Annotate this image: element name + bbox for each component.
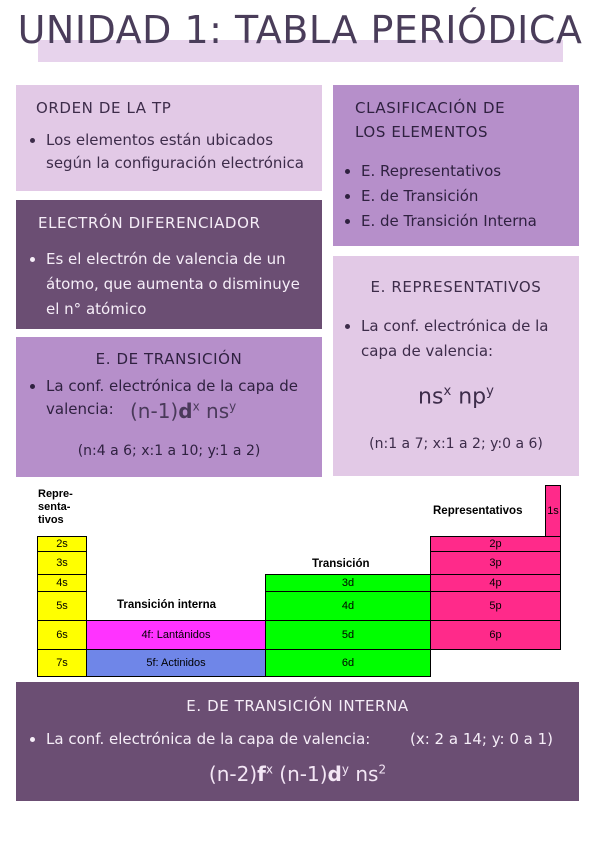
formula-sup: x: [192, 399, 200, 414]
clasificacion-item: • E. de Transición Interna: [361, 209, 573, 234]
clasificacion-box: [333, 85, 579, 246]
formula-sup: x: [443, 384, 452, 399]
interna-formula: [16, 762, 579, 786]
cell-p: 6p: [430, 620, 561, 650]
cell-f5: 5f: Actinidos: [86, 649, 266, 677]
interna-text: La conf. electrónica de la capa de valencia:: [46, 730, 371, 748]
formula-bold: f: [257, 762, 266, 786]
orden-heading: ORDEN DE LA TP: [36, 99, 172, 117]
formula-sup: y: [341, 762, 349, 777]
cell-s: 6s: [37, 620, 87, 650]
formula-sup: y: [229, 399, 237, 414]
representativos-box: [333, 256, 579, 476]
formula-part: (n-1): [272, 762, 328, 786]
electron-heading: ELECTRÓN DIFERENCIADOR: [38, 214, 261, 232]
page-title: UNIDAD 1: TABLA PERIÓDICA: [17, 8, 583, 52]
cell-p: 4p: [430, 574, 561, 592]
cell-d: 6d: [265, 649, 431, 677]
cell-s: 2s: [37, 536, 87, 552]
formula-sup: y: [486, 384, 494, 399]
cell-s: 5s: [37, 591, 87, 621]
label-transicion: Transición: [312, 558, 370, 570]
representativos-heading: E. REPRESENTATIVOS: [370, 278, 542, 296]
transicion-heading: E. DE TRANSICIÓN: [95, 350, 243, 368]
electron-box: [16, 200, 322, 329]
cell-d: 3d: [265, 574, 431, 592]
formula-part: np: [451, 384, 487, 410]
label-representativos-left: Repre- senta- tivos: [38, 488, 73, 526]
transicion-box: [16, 337, 322, 477]
cell-d: 4d: [265, 591, 431, 621]
interna-list: [28, 728, 573, 751]
formula-part: (n-1): [130, 399, 179, 423]
transicion-text-label: La conf. electrónica de la capa de valencia:: [46, 377, 298, 418]
transicion-formula: [130, 399, 236, 423]
clasificacion-list: [343, 159, 573, 234]
label-transicion-interna: Transición interna: [117, 599, 217, 611]
formula-bold: d: [327, 762, 342, 786]
orden-list: [28, 129, 318, 175]
cell-s: 7s: [37, 649, 87, 677]
cell-s: 4s: [37, 574, 87, 592]
transicion-range: (n:4 a 6; x:1 a 10; y:1 a 2): [77, 443, 261, 459]
cell-p: 2p: [430, 536, 561, 552]
interna-text-item: [46, 728, 573, 751]
cell-f4: 4f: Lantánidos: [86, 620, 266, 650]
cell-1s: 1s: [545, 485, 561, 537]
formula-part: ns: [418, 384, 444, 410]
cell-s: 3s: [37, 551, 87, 575]
orden-text: • Los elementos están ubicados según la configuración electrónica: [46, 129, 318, 175]
electron-text: • Es el electrón de valencia de un átomo, que aumenta o disminuye el n° atómico: [46, 247, 316, 322]
formula-sup: x: [265, 762, 273, 777]
clasificacion-item: • E. Representativos: [361, 159, 573, 184]
cell-d: 5d: [265, 620, 431, 650]
cell-p: 3p: [430, 551, 561, 575]
interna-range: (x: 2 a 14; y: 0 a 1): [410, 730, 554, 748]
cell-p: 5p: [430, 591, 561, 621]
interna-box: [16, 682, 579, 801]
representativos-formula: [333, 384, 579, 409]
formula-part: (n-2): [208, 762, 258, 786]
clasificacion-item: • E. de Transición: [361, 184, 573, 209]
clasificacion-heading: CLASIFICACIÓN DE LOS ELEMENTOS: [355, 99, 506, 141]
formula-part: ns: [348, 762, 379, 786]
label-representativos-right: Representativos: [433, 505, 523, 517]
representativos-range: (n:1 a 7; x:1 a 2; y:0 a 6): [369, 436, 543, 452]
representativos-list: [343, 314, 571, 364]
formula-sup: 2: [378, 762, 387, 777]
electron-list: [28, 247, 316, 322]
representativos-text: • La conf. electrónica de la capa de valencia:: [361, 314, 571, 364]
formula-bold: d: [178, 399, 193, 423]
interna-heading: E. DE TRANSICIÓN INTERNA: [186, 697, 409, 715]
formula-part: ns: [199, 399, 230, 423]
orden-box: [16, 85, 322, 191]
